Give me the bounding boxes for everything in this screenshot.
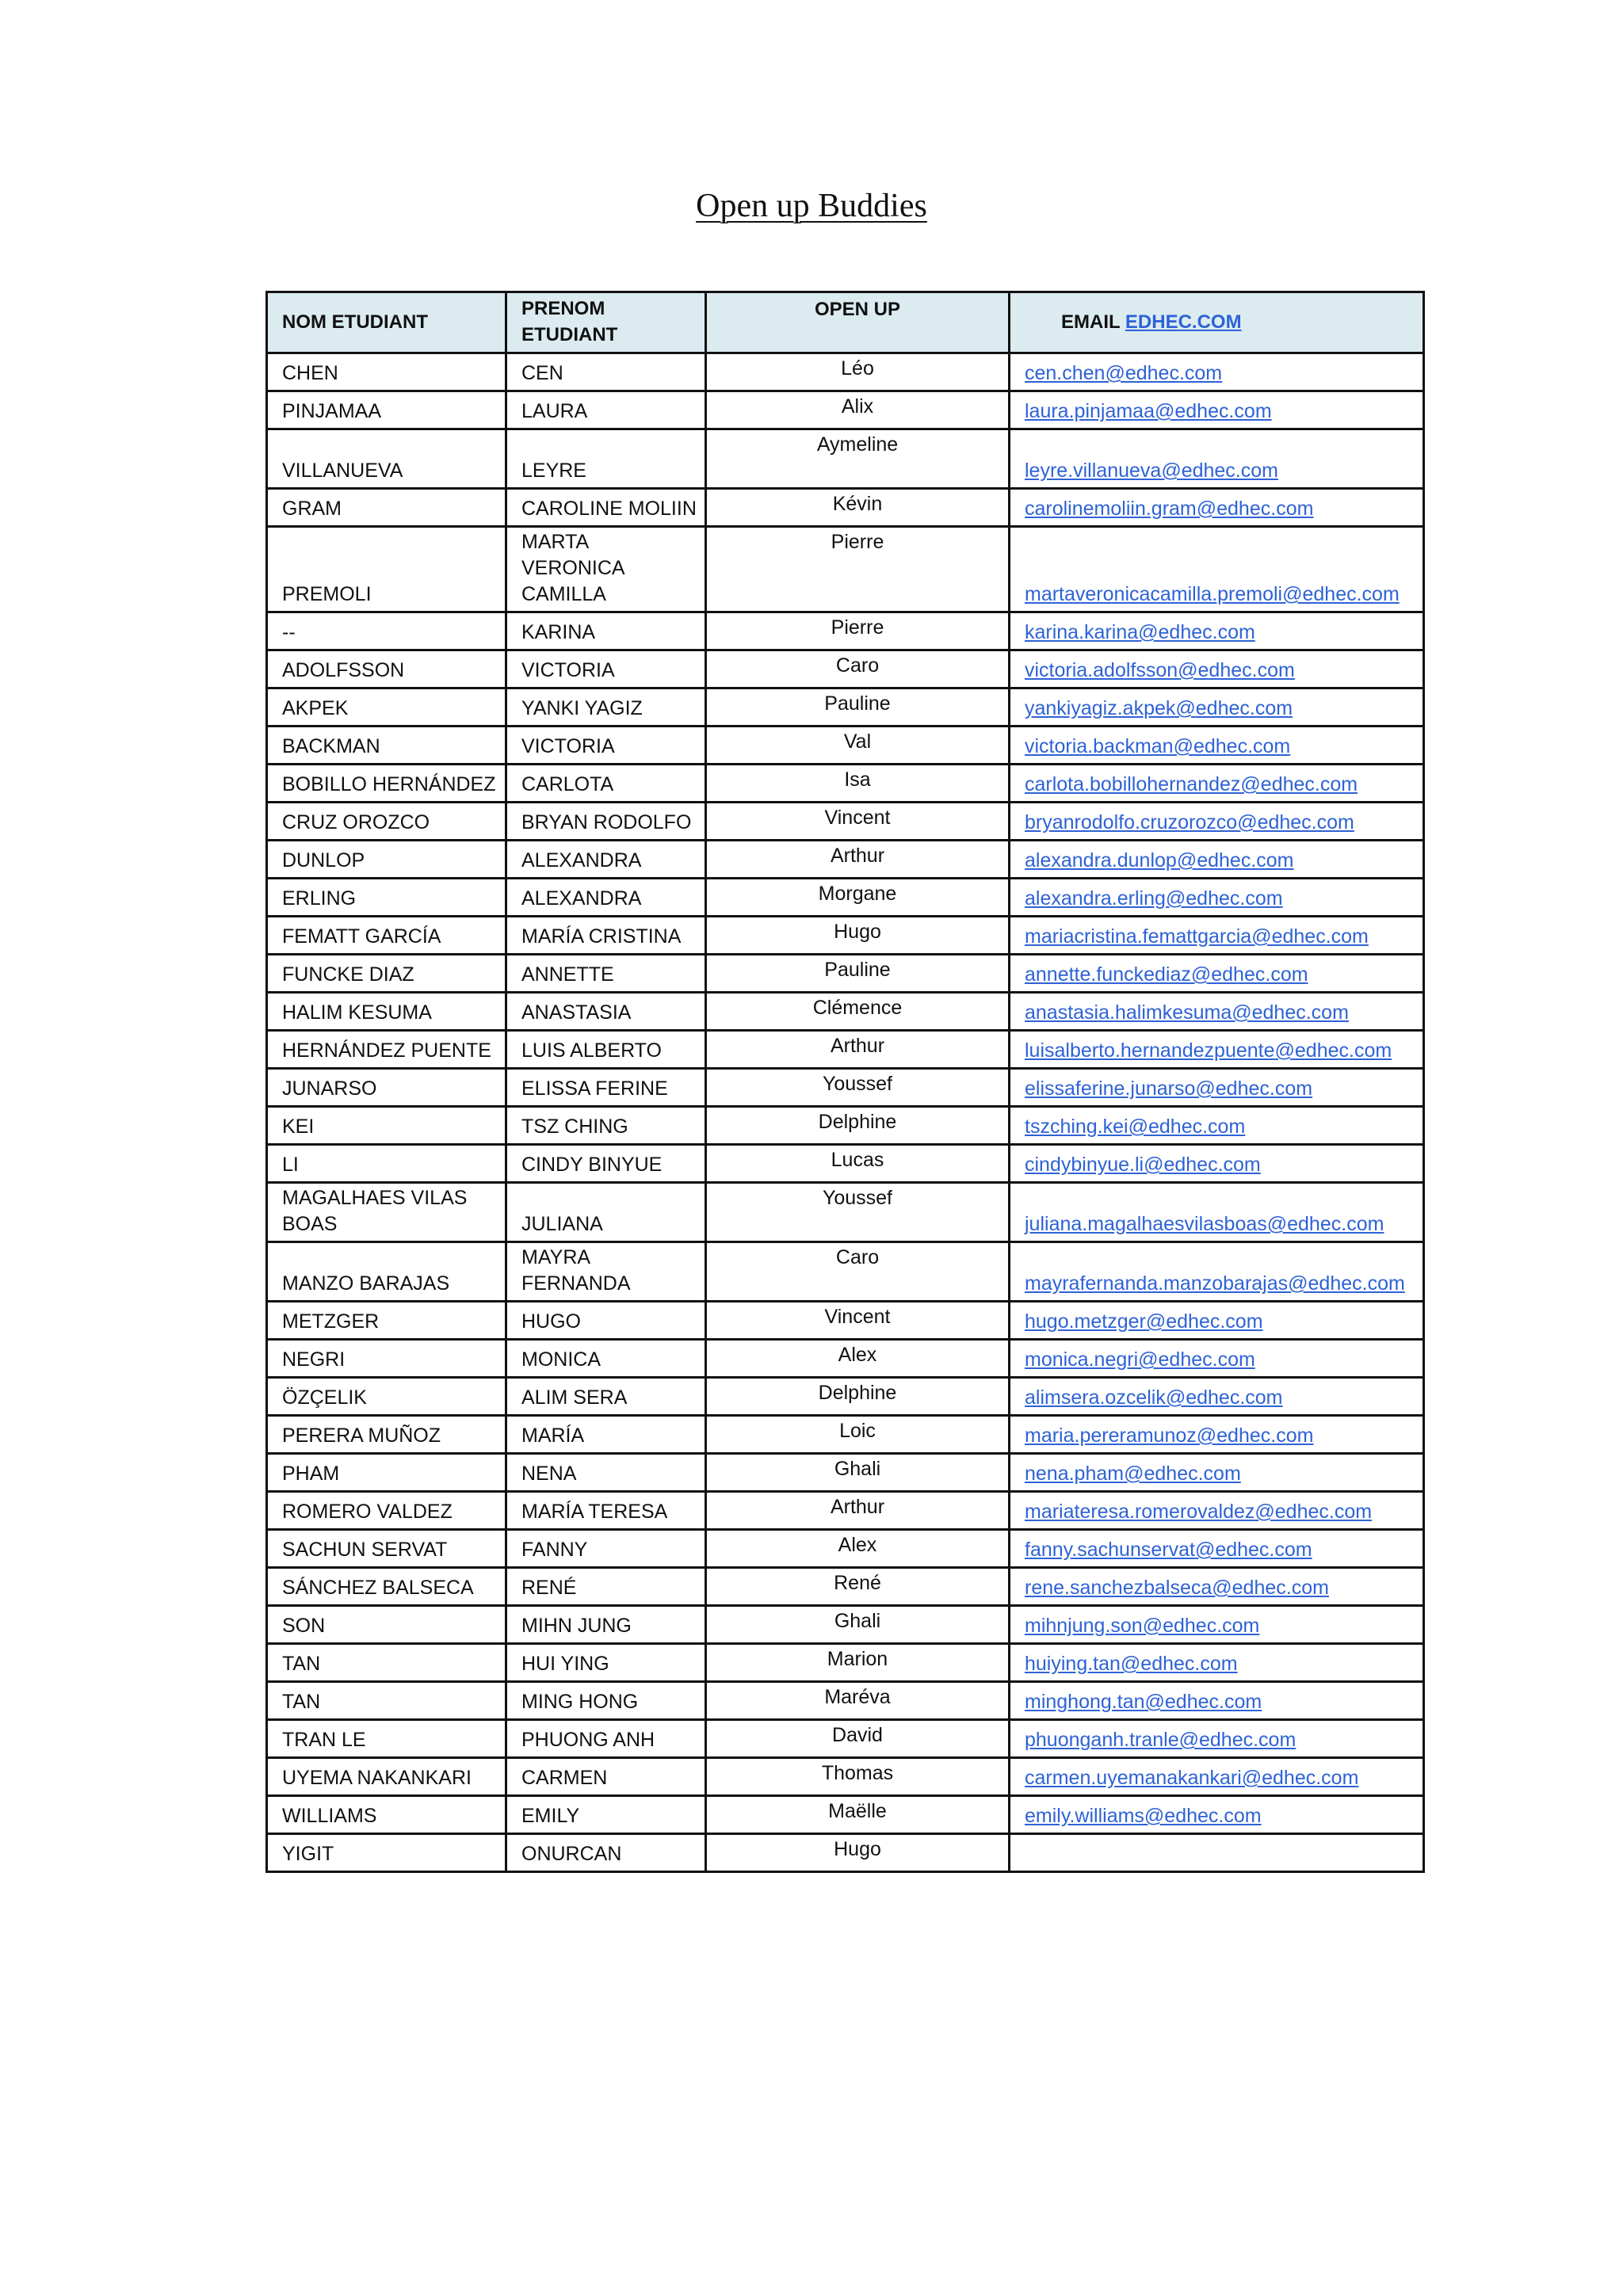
- header-email: [1010, 292, 1424, 353]
- cell-email-link[interactable]: alexandra.erling@edhec.com: [1010, 879, 1424, 917]
- cell-openup: Pierre: [706, 612, 1010, 650]
- table-row: [267, 353, 1424, 391]
- cell-email-link[interactable]: luisalberto.hernandezpuente@edhec.com: [1010, 1031, 1424, 1069]
- cell-nom: SACHUN SERVAT: [267, 1530, 506, 1568]
- cell-email-link[interactable]: emily.williams@edhec.com: [1010, 1796, 1424, 1834]
- table-row: [267, 1242, 1424, 1302]
- cell-openup: Morgane: [706, 879, 1010, 917]
- cell-openup: Hugo: [706, 917, 1010, 955]
- buddies-table: [265, 291, 1425, 1873]
- table-row: [267, 1378, 1424, 1416]
- cell-prenom: LEYRE: [506, 429, 706, 489]
- cell-openup: Delphine: [706, 1378, 1010, 1416]
- cell-prenom: TSZ CHING: [506, 1107, 706, 1145]
- cell-openup: Caro: [706, 650, 1010, 688]
- cell-email-link[interactable]: martaveronicacamilla.premoli@edhec.com: [1010, 527, 1424, 612]
- cell-email-link[interactable]: anastasia.halimkesuma@edhec.com: [1010, 993, 1424, 1031]
- table-row: [267, 1834, 1424, 1872]
- cell-openup: Thomas: [706, 1758, 1010, 1796]
- cell-nom: --: [267, 612, 506, 650]
- cell-nom: SÁNCHEZ BALSECA: [267, 1568, 506, 1606]
- cell-email-link[interactable]: rene.sanchezbalseca@edhec.com: [1010, 1568, 1424, 1606]
- cell-email-link[interactable]: mihnjung.son@edhec.com: [1010, 1606, 1424, 1644]
- cell-openup: Delphine: [706, 1107, 1010, 1145]
- cell-email-link[interactable]: mariacristina.femattgarcia@edhec.com: [1010, 917, 1424, 955]
- header-nom: NOM ETUDIANT: [267, 292, 506, 353]
- table-row: [267, 1606, 1424, 1644]
- cell-prenom: EMILY: [506, 1796, 706, 1834]
- table-row: [267, 650, 1424, 688]
- cell-nom: LI: [267, 1145, 506, 1183]
- cell-nom: ÖZÇELIK: [267, 1378, 506, 1416]
- cell-openup: Hugo: [706, 1834, 1010, 1872]
- cell-email-link[interactable]: fanny.sachunservat@edhec.com: [1010, 1530, 1424, 1568]
- table-row: [267, 1454, 1424, 1492]
- cell-nom: PINJAMAA: [267, 391, 506, 429]
- cell-prenom: CEN: [506, 353, 706, 391]
- table-row: [267, 1530, 1424, 1568]
- header-prenom: PRENOM ETUDIANT: [506, 292, 706, 353]
- table-body: [267, 353, 1424, 1872]
- header-openup: OPEN UP: [706, 292, 1010, 353]
- cell-nom: ROMERO VALDEZ: [267, 1492, 506, 1530]
- cell-email-link[interactable]: mayrafernanda.manzobarajas@edhec.com: [1010, 1242, 1424, 1302]
- cell-prenom: ALEXANDRA: [506, 841, 706, 879]
- email-domain-link[interactable]: EDHEC.COM: [1125, 311, 1242, 333]
- header-row: [267, 292, 1424, 353]
- cell-prenom: VICTORIA: [506, 650, 706, 688]
- cell-nom: PHAM: [267, 1454, 506, 1492]
- cell-nom: KEI: [267, 1107, 506, 1145]
- table-row: [267, 1416, 1424, 1454]
- cell-email-link[interactable]: juliana.magalhaesvilasboas@edhec.com: [1010, 1183, 1424, 1242]
- cell-openup: Marion: [706, 1644, 1010, 1682]
- cell-nom: TAN: [267, 1682, 506, 1720]
- cell-openup: Pauline: [706, 688, 1010, 727]
- table-row: [267, 1031, 1424, 1069]
- cell-openup: David: [706, 1720, 1010, 1758]
- table-row: [267, 391, 1424, 429]
- cell-nom: HERNÁNDEZ PUENTE: [267, 1031, 506, 1069]
- cell-prenom: MAYRA FERNANDA: [506, 1242, 706, 1302]
- cell-openup: Aymeline: [706, 429, 1010, 489]
- cell-prenom: MIHN JUNG: [506, 1606, 706, 1644]
- cell-openup: Ghali: [706, 1454, 1010, 1492]
- cell-prenom: MONICA: [506, 1340, 706, 1378]
- cell-email-link[interactable]: victoria.adolfsson@edhec.com: [1010, 650, 1424, 688]
- cell-email-link[interactable]: victoria.backman@edhec.com: [1010, 727, 1424, 765]
- cell-openup: Pauline: [706, 955, 1010, 993]
- table-row: [267, 1183, 1424, 1242]
- table-header: [267, 292, 1424, 353]
- cell-prenom: FANNY: [506, 1530, 706, 1568]
- cell-email-link[interactable]: bryanrodolfo.cruzorozco@edhec.com: [1010, 803, 1424, 841]
- table-row: [267, 1796, 1424, 1834]
- cell-prenom: MARÍA CRISTINA: [506, 917, 706, 955]
- cell-nom: CHEN: [267, 353, 506, 391]
- cell-prenom: HUI YING: [506, 1644, 706, 1682]
- cell-prenom: JULIANA: [506, 1183, 706, 1242]
- cell-prenom: ALEXANDRA: [506, 879, 706, 917]
- cell-nom: AKPEK: [267, 688, 506, 727]
- cell-openup: Alex: [706, 1530, 1010, 1568]
- cell-prenom: KARINA: [506, 612, 706, 650]
- cell-nom: TAN: [267, 1644, 506, 1682]
- cell-openup: Arthur: [706, 1031, 1010, 1069]
- cell-openup: Maréva: [706, 1682, 1010, 1720]
- cell-email-link[interactable]: minghong.tan@edhec.com: [1010, 1682, 1424, 1720]
- cell-nom: VILLANUEVA: [267, 429, 506, 489]
- cell-openup: Vincent: [706, 803, 1010, 841]
- cell-prenom: ELISSA FERINE: [506, 1069, 706, 1107]
- cell-email-link[interactable]: nena.pham@edhec.com: [1010, 1454, 1424, 1492]
- cell-email-link[interactable]: carolinemoliin.gram@edhec.com: [1010, 489, 1424, 527]
- cell-openup: Kévin: [706, 489, 1010, 527]
- cell-nom: GRAM: [267, 489, 506, 527]
- cell-openup: Loic: [706, 1416, 1010, 1454]
- cell-nom: PERERA MUÑOZ: [267, 1416, 506, 1454]
- cell-nom: ADOLFSSON: [267, 650, 506, 688]
- cell-nom: BOBILLO HERNÁNDEZ: [267, 765, 506, 803]
- table-row: [267, 688, 1424, 727]
- cell-nom: TRAN LE: [267, 1720, 506, 1758]
- cell-email-link[interactable]: yankiyagiz.akpek@edhec.com: [1010, 688, 1424, 727]
- table-row: [267, 1302, 1424, 1340]
- cell-openup: Arthur: [706, 1492, 1010, 1530]
- table-row: [267, 841, 1424, 879]
- cell-email-link[interactable]: alimsera.ozcelik@edhec.com: [1010, 1378, 1424, 1416]
- cell-prenom: VICTORIA: [506, 727, 706, 765]
- cell-prenom: MARÍA: [506, 1416, 706, 1454]
- table-row: [267, 1069, 1424, 1107]
- cell-email-link[interactable]: maria.pereramunoz@edhec.com: [1010, 1416, 1424, 1454]
- table-row: [267, 1644, 1424, 1682]
- cell-prenom: MING HONG: [506, 1682, 706, 1720]
- cell-openup: Vincent: [706, 1302, 1010, 1340]
- cell-prenom: LUIS ALBERTO: [506, 1031, 706, 1069]
- cell-openup: René: [706, 1568, 1010, 1606]
- cell-nom: UYEMA NAKANKARI: [267, 1758, 506, 1796]
- cell-email-link: [1010, 1834, 1424, 1872]
- cell-prenom: PHUONG ANH: [506, 1720, 706, 1758]
- cell-nom: YIGIT: [267, 1834, 506, 1872]
- cell-openup: Val: [706, 727, 1010, 765]
- cell-email-link[interactable]: cindybinyue.li@edhec.com: [1010, 1145, 1424, 1183]
- header-email-label: EMAIL: [1061, 311, 1121, 333]
- cell-prenom: CINDY BINYUE: [506, 1145, 706, 1183]
- table-row: [267, 1758, 1424, 1796]
- cell-prenom: MARÍA TERESA: [506, 1492, 706, 1530]
- cell-email-link[interactable]: tszching.kei@edhec.com: [1010, 1107, 1424, 1145]
- cell-prenom: HUGO: [506, 1302, 706, 1340]
- table-row: [267, 917, 1424, 955]
- cell-openup: Caro: [706, 1242, 1010, 1302]
- table-row: [267, 1492, 1424, 1530]
- table-row: [267, 429, 1424, 489]
- table-row: [267, 765, 1424, 803]
- cell-nom: JUNARSO: [267, 1069, 506, 1107]
- cell-email-link[interactable]: phuonganh.tranle@edhec.com: [1010, 1720, 1424, 1758]
- cell-prenom: NENA: [506, 1454, 706, 1492]
- cell-nom: BACKMAN: [267, 727, 506, 765]
- cell-openup: Maëlle: [706, 1796, 1010, 1834]
- cell-email-link[interactable]: huiying.tan@edhec.com: [1010, 1644, 1424, 1682]
- cell-nom: CRUZ OROZCO: [267, 803, 506, 841]
- table-row: [267, 879, 1424, 917]
- cell-prenom: LAURA: [506, 391, 706, 429]
- cell-openup: Isa: [706, 765, 1010, 803]
- cell-prenom: BRYAN RODOLFO: [506, 803, 706, 841]
- cell-email-link[interactable]: monica.negri@edhec.com: [1010, 1340, 1424, 1378]
- cell-prenom: CARMEN: [506, 1758, 706, 1796]
- cell-nom: SON: [267, 1606, 506, 1644]
- cell-prenom: ONURCAN: [506, 1834, 706, 1872]
- cell-prenom: CAROLINE MOLIIN: [506, 489, 706, 527]
- cell-openup: Youssef: [706, 1183, 1010, 1242]
- cell-prenom: ANASTASIA: [506, 993, 706, 1031]
- table-row: [267, 1682, 1424, 1720]
- cell-email-link[interactable]: carmen.uyemanakankari@edhec.com: [1010, 1758, 1424, 1796]
- cell-prenom: YANKI YAGIZ: [506, 688, 706, 727]
- cell-email-link[interactable]: carlota.bobillohernandez@edhec.com: [1010, 765, 1424, 803]
- cell-nom: MANZO BARAJAS: [267, 1242, 506, 1302]
- cell-openup: Ghali: [706, 1606, 1010, 1644]
- table-row: [267, 1720, 1424, 1758]
- cell-nom: ERLING: [267, 879, 506, 917]
- table-row: [267, 612, 1424, 650]
- cell-email-link[interactable]: alexandra.dunlop@edhec.com: [1010, 841, 1424, 879]
- table-row: [267, 527, 1424, 612]
- cell-openup: Lucas: [706, 1145, 1010, 1183]
- cell-openup: Alix: [706, 391, 1010, 429]
- cell-nom: HALIM KESUMA: [267, 993, 506, 1031]
- cell-nom: NEGRI: [267, 1340, 506, 1378]
- cell-nom: FEMATT GARCÍA: [267, 917, 506, 955]
- cell-openup: Arthur: [706, 841, 1010, 879]
- cell-openup: Alex: [706, 1340, 1010, 1378]
- table-row: [267, 1568, 1424, 1606]
- cell-email-link[interactable]: elissaferine.junarso@edhec.com: [1010, 1069, 1424, 1107]
- cell-prenom: CARLOTA: [506, 765, 706, 803]
- cell-nom: MAGALHAES VILAS BOAS: [267, 1183, 506, 1242]
- cell-nom: FUNCKE DIAZ: [267, 955, 506, 993]
- cell-prenom: RENÉ: [506, 1568, 706, 1606]
- cell-email-link[interactable]: leyre.villanueva@edhec.com: [1010, 429, 1424, 489]
- cell-email-link[interactable]: cen.chen@edhec.com: [1010, 353, 1424, 391]
- cell-openup: Clémence: [706, 993, 1010, 1031]
- cell-nom: WILLIAMS: [267, 1796, 506, 1834]
- table-row: [267, 1340, 1424, 1378]
- cell-email-link[interactable]: hugo.metzger@edhec.com: [1010, 1302, 1424, 1340]
- cell-prenom: ALIM SERA: [506, 1378, 706, 1416]
- cell-openup: Pierre: [706, 527, 1010, 612]
- table-row: [267, 955, 1424, 993]
- cell-nom: METZGER: [267, 1302, 506, 1340]
- page-title: Open up Buddies: [696, 188, 927, 224]
- cell-email-link[interactable]: laura.pinjamaa@edhec.com: [1010, 391, 1424, 429]
- table-row: [267, 803, 1424, 841]
- table-row: [267, 1107, 1424, 1145]
- cell-prenom: ANNETTE: [506, 955, 706, 993]
- table-row: [267, 727, 1424, 765]
- cell-prenom: MARTA VERONICA CAMILLA: [506, 527, 706, 612]
- cell-email-link[interactable]: karina.karina@edhec.com: [1010, 612, 1424, 650]
- cell-email-link[interactable]: mariateresa.romerovaldez@edhec.com: [1010, 1492, 1424, 1530]
- table-row: [267, 489, 1424, 527]
- table-row: [267, 993, 1424, 1031]
- table-row: [267, 1145, 1424, 1183]
- cell-openup: Léo: [706, 353, 1010, 391]
- cell-nom: DUNLOP: [267, 841, 506, 879]
- cell-email-link[interactable]: annette.funckediaz@edhec.com: [1010, 955, 1424, 993]
- cell-nom: PREMOLI: [267, 527, 506, 612]
- cell-openup: Youssef: [706, 1069, 1010, 1107]
